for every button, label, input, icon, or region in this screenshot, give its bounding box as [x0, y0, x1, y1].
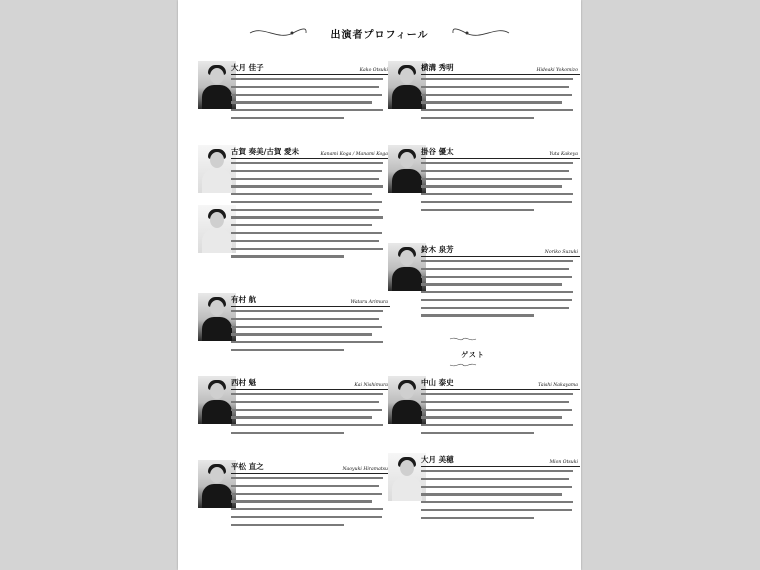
guest-top-ornament-icon [448, 336, 478, 342]
right-ornament-icon [451, 22, 511, 44]
performer-romaji: Mion Otsuki [549, 460, 578, 465]
performer-name: 大月 美穂 [421, 455, 454, 464]
guest-heading: ゲスト [461, 350, 485, 359]
performer-romaji: Naoyuki Hiramatsu [342, 467, 388, 472]
page-title: 出演者プロフィール [330, 30, 429, 41]
performer-name: 古賀 奏美/古賀 愛未 [231, 147, 299, 156]
performer-romaji: Kai Nishimura [354, 383, 388, 388]
performer-romaji: Kako Otsuki [359, 68, 388, 73]
performer-romaji: Noriko Suzuki [544, 250, 578, 255]
performer-name: 掛谷 優太 [421, 147, 454, 156]
performer-romaji: Taishi Nakayama [538, 383, 578, 388]
performer-name: 平松 直之 [231, 462, 264, 471]
performer-name: 大月 佳子 [231, 63, 264, 72]
page-header [178, 22, 581, 44]
performer-name: 鈴木 泉芳 [421, 245, 454, 254]
performer-romaji: Kanami Koga / Manami Koga [320, 152, 388, 157]
performer-name: 西村 魁 [231, 378, 257, 387]
performer-romaji: Yuta Kakeya [549, 152, 578, 157]
performer-name: 横溝 秀明 [421, 63, 454, 72]
program-page [178, 0, 581, 570]
guest-bottom-ornament-icon [448, 362, 478, 368]
performer-name: 中山 泰史 [421, 378, 454, 387]
performer-romaji: Hideaki Yokomizo [536, 68, 578, 73]
performer-romaji: Wataru Arimura [350, 300, 388, 305]
performer-name: 有村 航 [231, 295, 257, 304]
